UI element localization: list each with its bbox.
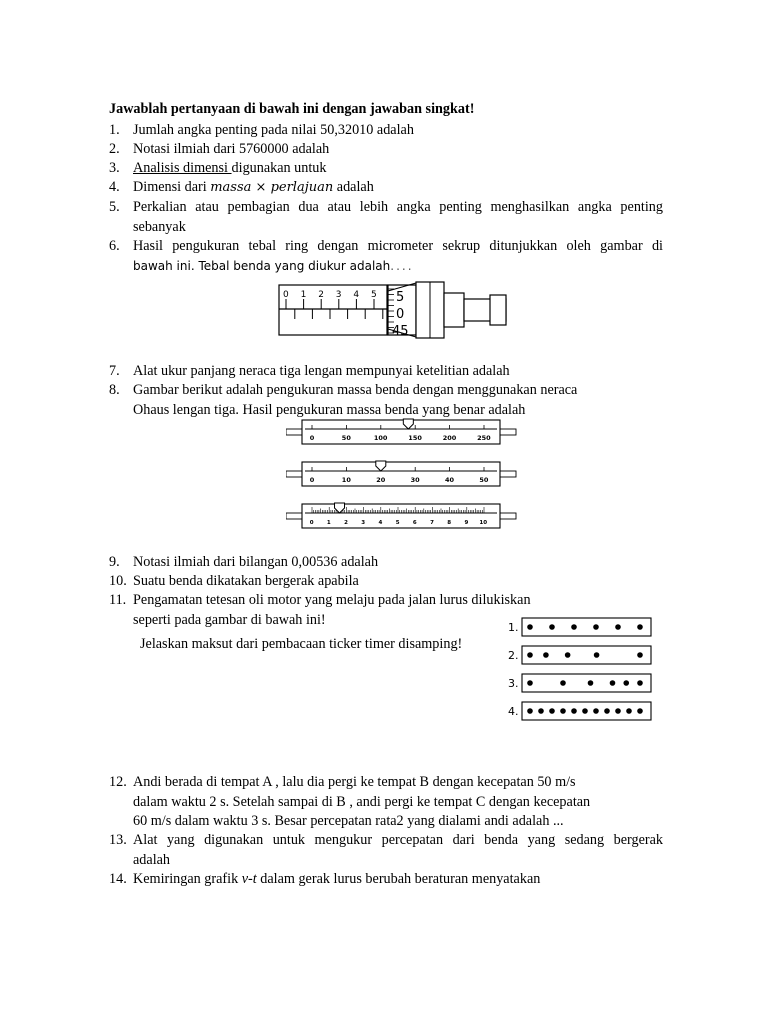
question-line: sebanyak bbox=[133, 218, 186, 235]
arm-right-rod bbox=[500, 513, 516, 519]
arm-label: 250 bbox=[477, 434, 491, 442]
question-text bbox=[133, 831, 663, 870]
tape-dot bbox=[637, 624, 643, 630]
tape-dot bbox=[588, 680, 594, 686]
tape-dot bbox=[527, 624, 533, 630]
tape-dot bbox=[604, 708, 610, 714]
tape-dot bbox=[538, 708, 544, 714]
page-heading: Jawablah pertanyaan di bawah ini dengan jawaban singkat! bbox=[109, 101, 475, 117]
ticker-explain-prompt: Jelaskan maksut dari pembacaan ticker timer disamping! bbox=[140, 636, 463, 652]
tape-dot bbox=[527, 708, 533, 714]
question-line: Andi berada di tempat A , lalu dia pergi ke tempat B dengan kecepatan 50 m/s bbox=[133, 774, 576, 790]
ticker-tape bbox=[508, 646, 651, 664]
tape-dot bbox=[571, 708, 577, 714]
question-text: Notasi ilmiah dari 5760000 adalah bbox=[133, 141, 330, 157]
tape-dot bbox=[571, 624, 577, 630]
tape-dot bbox=[543, 652, 549, 658]
triple-beam-balance-figure bbox=[286, 418, 518, 548]
question-text-pre: Dimensi dari bbox=[133, 179, 211, 195]
arm-label: 8 bbox=[447, 520, 452, 526]
question-line: seperti pada gambar di bawah ini! bbox=[133, 611, 326, 628]
sleeve-label: 1 bbox=[300, 290, 307, 300]
arm-label: 0 bbox=[309, 520, 314, 526]
sleeve-label: 5 bbox=[371, 290, 377, 300]
arm-label: 9 bbox=[464, 520, 469, 526]
arm-right-rod bbox=[500, 429, 516, 435]
balance-arm bbox=[286, 503, 516, 528]
question-text bbox=[133, 178, 663, 198]
arm-left-rod bbox=[286, 471, 302, 477]
arm-label: 3 bbox=[361, 520, 366, 526]
arm-label: 2 bbox=[344, 520, 348, 526]
question-number: 8. bbox=[109, 382, 120, 398]
ticker-tape bbox=[508, 702, 651, 720]
tape-dot bbox=[593, 624, 599, 630]
arm-left-rod bbox=[286, 429, 302, 435]
question-line: dalam waktu 2 s. Setelah sampai di B , andi pergi ke tempat C dengan kecepatan bbox=[133, 793, 591, 810]
question-text bbox=[133, 870, 663, 890]
question-number: 10. bbox=[109, 573, 127, 589]
question-line: Alat yang digunakan untuk mengukur percepatan dari benda yang sedang bergerak bbox=[133, 832, 663, 848]
arm-label: 4 bbox=[378, 520, 383, 526]
question-text-b: Tebal benda yang diukur adalah bbox=[198, 258, 391, 273]
arm-label: 10 bbox=[341, 476, 351, 484]
tape-dot bbox=[582, 708, 588, 714]
arm-label: 20 bbox=[376, 476, 386, 484]
arm-label: 10 bbox=[479, 520, 488, 526]
question-number: 2. bbox=[109, 141, 120, 157]
question-text-a: bawah ini. bbox=[133, 258, 199, 273]
sleeve-labels bbox=[283, 290, 377, 300]
question-line: Ohaus lengan tiga. Hasil pengukuran massa benda yang benar adalah bbox=[133, 401, 526, 418]
ratchet-knob bbox=[444, 293, 464, 327]
question-line: Gambar berikut adalah pengukuran massa benda dengan menggunakan neraca bbox=[133, 382, 578, 398]
sleeve-label: 0 bbox=[283, 290, 289, 300]
italic-term: v-t bbox=[241, 871, 257, 887]
sleeve-label: 3 bbox=[335, 290, 342, 300]
question-number: 13. bbox=[109, 832, 127, 848]
question-line: Pengamatan tetesan oli motor yang melaju pada jalan lurus dilukiskan bbox=[133, 592, 531, 608]
tape-label: 1. bbox=[508, 621, 519, 634]
tape-label: 3. bbox=[508, 677, 519, 690]
tape-dot bbox=[560, 708, 566, 714]
arm-beam bbox=[302, 504, 500, 528]
tape-dot bbox=[615, 624, 621, 630]
question-number: 12. bbox=[109, 774, 127, 790]
question-text-pre: Kemiringan grafik bbox=[133, 871, 242, 887]
tape-dot bbox=[549, 708, 555, 714]
question-text bbox=[133, 381, 663, 420]
tape-dot bbox=[637, 708, 643, 714]
question-line: Hasil pengukuran tebal ring dengan micrometer sekrup ditunjukkan oleh gambar di bbox=[133, 238, 663, 254]
thimble-label: 5 bbox=[396, 290, 405, 305]
question-text: Suatu benda dikatakan bergerak apabila bbox=[133, 573, 359, 589]
question-text-dots: .... bbox=[390, 258, 414, 273]
arm-label: 1 bbox=[326, 520, 331, 526]
question-text-rest: digunakan untuk bbox=[231, 160, 327, 176]
question-text: Notasi ilmiah dari bilangan 0,00536 adalah bbox=[133, 554, 379, 570]
question-text bbox=[133, 237, 663, 276]
tape-dot bbox=[610, 680, 616, 686]
tape-dot bbox=[623, 680, 629, 686]
arm-label: 200 bbox=[442, 434, 457, 442]
sleeve-label: 4 bbox=[353, 290, 360, 300]
tape-dot bbox=[565, 652, 571, 658]
arm-label: 50 bbox=[341, 434, 351, 442]
question-number: 4. bbox=[109, 179, 120, 195]
question-text-post: adalah bbox=[333, 179, 374, 195]
arm-label: 6 bbox=[412, 520, 417, 526]
tape-label: 4. bbox=[508, 705, 519, 718]
arm-label: 100 bbox=[373, 434, 388, 442]
tape-dot bbox=[637, 680, 643, 686]
balance-arm bbox=[286, 461, 516, 486]
spindle-cap bbox=[490, 295, 506, 325]
question-text-post: dalam gerak lurus berubah beraturan menyatakan bbox=[256, 871, 541, 887]
ticker-tape bbox=[508, 618, 651, 636]
question-number: 5. bbox=[109, 199, 120, 215]
question-line bbox=[133, 257, 663, 277]
arm-label: 50 bbox=[479, 476, 489, 484]
question-line: Perkalian atau pembagian dua atau lebih angka penting menghasilkan angka penting bbox=[133, 199, 663, 215]
tape-dot bbox=[527, 680, 533, 686]
arm-beam bbox=[302, 420, 500, 444]
tape-strip bbox=[522, 618, 651, 636]
thimble-label: 0 bbox=[396, 307, 405, 322]
sleeve-label: 2 bbox=[318, 290, 324, 300]
tape-dot bbox=[560, 680, 566, 686]
tape-dot bbox=[594, 652, 600, 658]
question-number: 1. bbox=[109, 122, 120, 138]
question-text bbox=[133, 198, 663, 237]
arm-right-rod bbox=[500, 471, 516, 477]
ticker-tape-figure bbox=[500, 612, 660, 724]
arm-label: 5 bbox=[395, 520, 400, 526]
tape-dot bbox=[615, 708, 621, 714]
question-number: 9. bbox=[109, 554, 120, 570]
arm-left-rod bbox=[286, 513, 302, 519]
arm-label: 0 bbox=[309, 434, 315, 442]
question-text bbox=[133, 773, 663, 832]
question-number: 3. bbox=[109, 160, 120, 176]
tape-dot bbox=[593, 708, 599, 714]
tape-label: 2. bbox=[508, 649, 519, 662]
thimble-label: 45 bbox=[392, 324, 409, 339]
tape-strip bbox=[522, 646, 651, 664]
arm-beam bbox=[302, 462, 500, 486]
question-number: 11. bbox=[109, 592, 127, 608]
tape-strip bbox=[522, 674, 651, 692]
question-number: 14. bbox=[109, 871, 127, 887]
question-line: adalah bbox=[133, 851, 171, 868]
question-text bbox=[133, 159, 663, 179]
underlined-term: Analisis dimensi bbox=[133, 160, 232, 176]
arm-label: 7 bbox=[430, 520, 434, 526]
arm-label: 150 bbox=[408, 434, 422, 442]
question-number: 7. bbox=[109, 363, 120, 379]
math-expression: massa × perlajuan bbox=[210, 180, 334, 195]
arm-label: 40 bbox=[445, 476, 455, 484]
ticker-tape bbox=[508, 674, 651, 692]
arm-label: 0 bbox=[309, 476, 315, 484]
tape-dot bbox=[626, 708, 632, 714]
tape-dot bbox=[527, 652, 533, 658]
arm-label: 30 bbox=[410, 476, 420, 484]
question-line: 60 m/s dalam waktu 3 s. Besar percepatan rata2 yang dialami andi adalah ... bbox=[133, 813, 564, 830]
balance-arm bbox=[286, 419, 516, 444]
question-text: Jumlah angka penting pada nilai 50,32010 adalah bbox=[133, 122, 414, 138]
tape-dot bbox=[637, 652, 643, 658]
question-text: Alat ukur panjang neraca tiga lengan mempunyai ketelitian adalah bbox=[133, 363, 510, 379]
tape-dot bbox=[549, 624, 555, 630]
micrometer-figure bbox=[278, 279, 512, 339]
question-number: 6. bbox=[109, 238, 120, 254]
